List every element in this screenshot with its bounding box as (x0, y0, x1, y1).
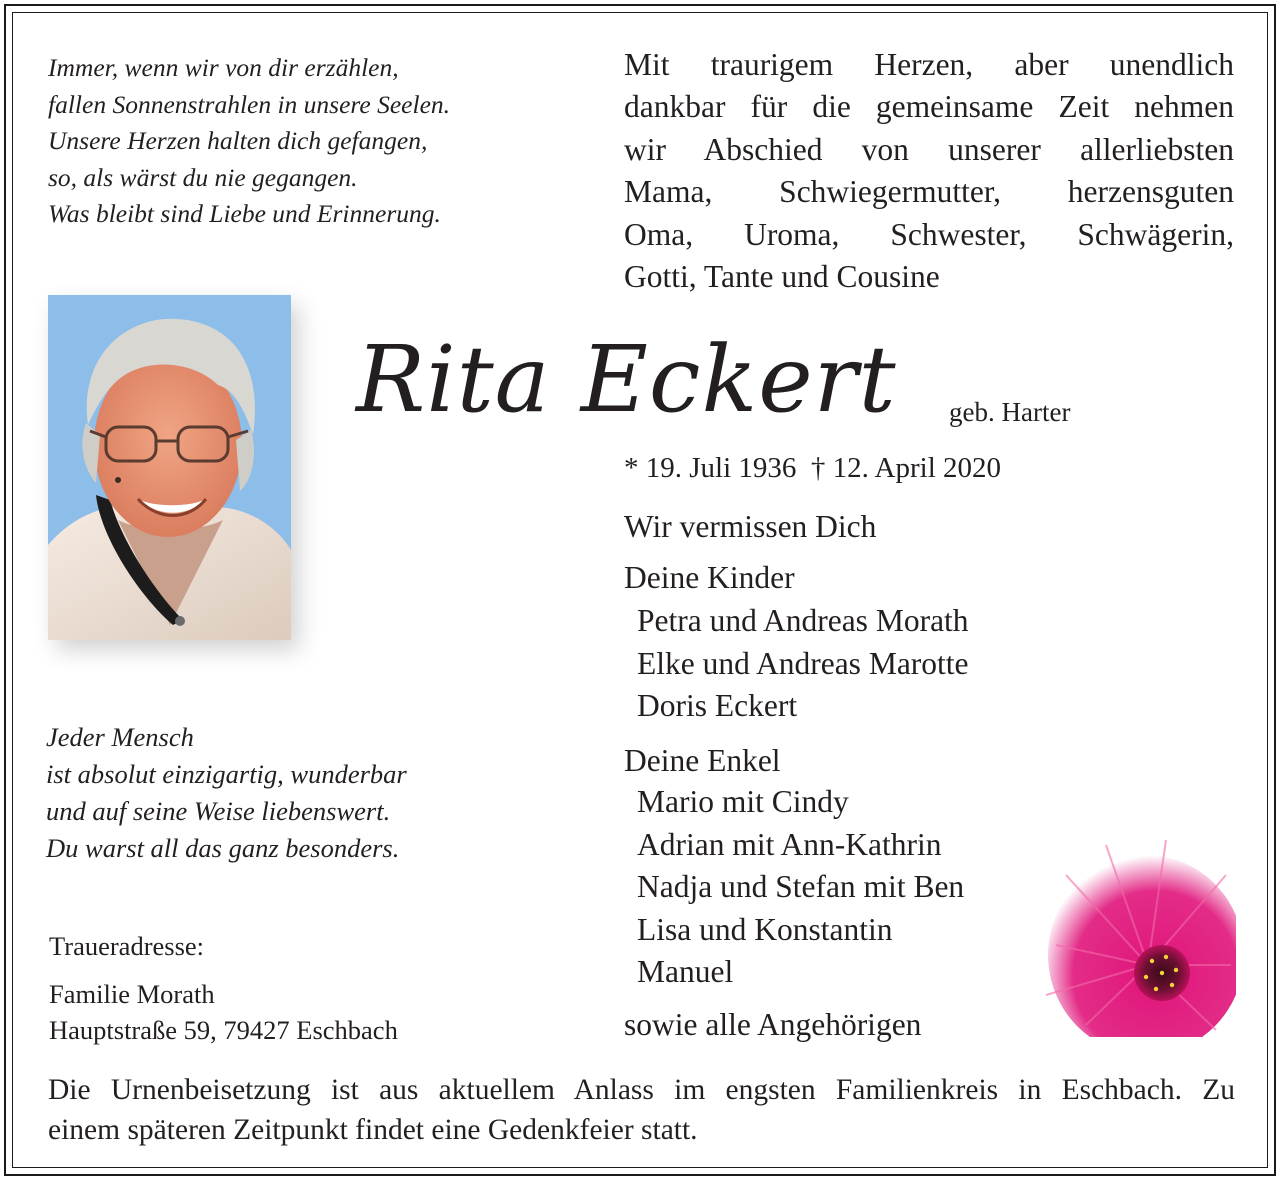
miss-line: Wir vermissen Dich (624, 509, 877, 544)
intro-line: Gotti, Tante und Cousine (624, 259, 940, 295)
intro-line: Oma, Uroma, Schwester, Schwägerin, (624, 216, 1234, 252)
poem-top-line: fallen Sonnenstrahlen in unsere Seelen. (48, 89, 451, 119)
poem-top-line: so, als wärst du nie gegangen. (48, 162, 358, 192)
notice-line: Die Urnenbeisetzung ist aus aktuellem Anlass im engsten Familienkreis in Eschbach. Zu (48, 1074, 1235, 1106)
list-item: Adrian mit Ann-Kathrin (637, 826, 942, 862)
list-item: Doris Eckert (637, 688, 798, 724)
address-line: Familie Morath (49, 979, 215, 1009)
children-list (637, 600, 969, 728)
poem-bottom-line: Du warst all das ganz besonders. (46, 833, 400, 863)
notice-line: einem späteren Zeitpunkt findet eine Gedenkfeier statt. (48, 1114, 698, 1146)
birth-name: geb. Harter (949, 397, 1071, 427)
list-item: Nadja und Stefan mit Ben (637, 869, 965, 905)
list-item: Lisa und Konstantin (637, 911, 893, 947)
grandchildren-list (637, 781, 964, 994)
address-block (49, 976, 398, 1048)
intro-line: Mit traurigem Herzen, aber unendlich (624, 47, 1234, 82)
poem-top-line: Unsere Herzen halten dich gefangen, (48, 126, 428, 155)
gerbera-flower-image (1026, 815, 1236, 1037)
poem-top-line: Immer, wenn wir von dir erzählen, (48, 53, 399, 82)
grandchildren-heading: Deine Enkel (624, 743, 781, 778)
list-item: Mario mit Cindy (637, 784, 849, 819)
intro-line: dankbar für die gemeinsame Zeit nehmen (624, 89, 1234, 125)
poem-top-line: Was bleibt sind Liebe und Erinnerung. (48, 199, 441, 228)
intro-text (624, 44, 1234, 298)
flower-illustration (1026, 815, 1236, 1037)
poem-bottom (46, 719, 407, 867)
list-item: Elke und Andreas Marotte (637, 645, 969, 681)
poem-bottom-line: ist absolut einzigartig, wunderbar (46, 759, 407, 789)
poem-bottom-line: und auf seine Weise liebenswert. (46, 796, 391, 826)
relatives-line: sowie alle Angehörigen (624, 1007, 922, 1042)
list-item: Petra und Andreas Morath (637, 603, 969, 638)
children-heading: Deine Kinder (624, 560, 795, 595)
portrait-illustration (48, 295, 291, 640)
intro-line: wir Abschied von unserer allerliebsten (624, 131, 1234, 167)
intro-line: Mama, Schwiegermutter, herzensguten (624, 174, 1234, 210)
poem-bottom-line: Jeder Mensch (46, 722, 194, 752)
funeral-notice (48, 1070, 1235, 1150)
portrait-photo (48, 295, 291, 640)
deceased-name: Rita Eckert (356, 326, 897, 433)
address-heading: Traueradresse: (49, 931, 205, 961)
address-line: Hauptstraße 59, 79427 Eschbach (49, 1015, 398, 1045)
poem-top (48, 50, 450, 233)
life-dates: * 19. Juli 1936 † 12. April 2020 (624, 452, 1002, 484)
list-item: Manuel (637, 954, 734, 990)
